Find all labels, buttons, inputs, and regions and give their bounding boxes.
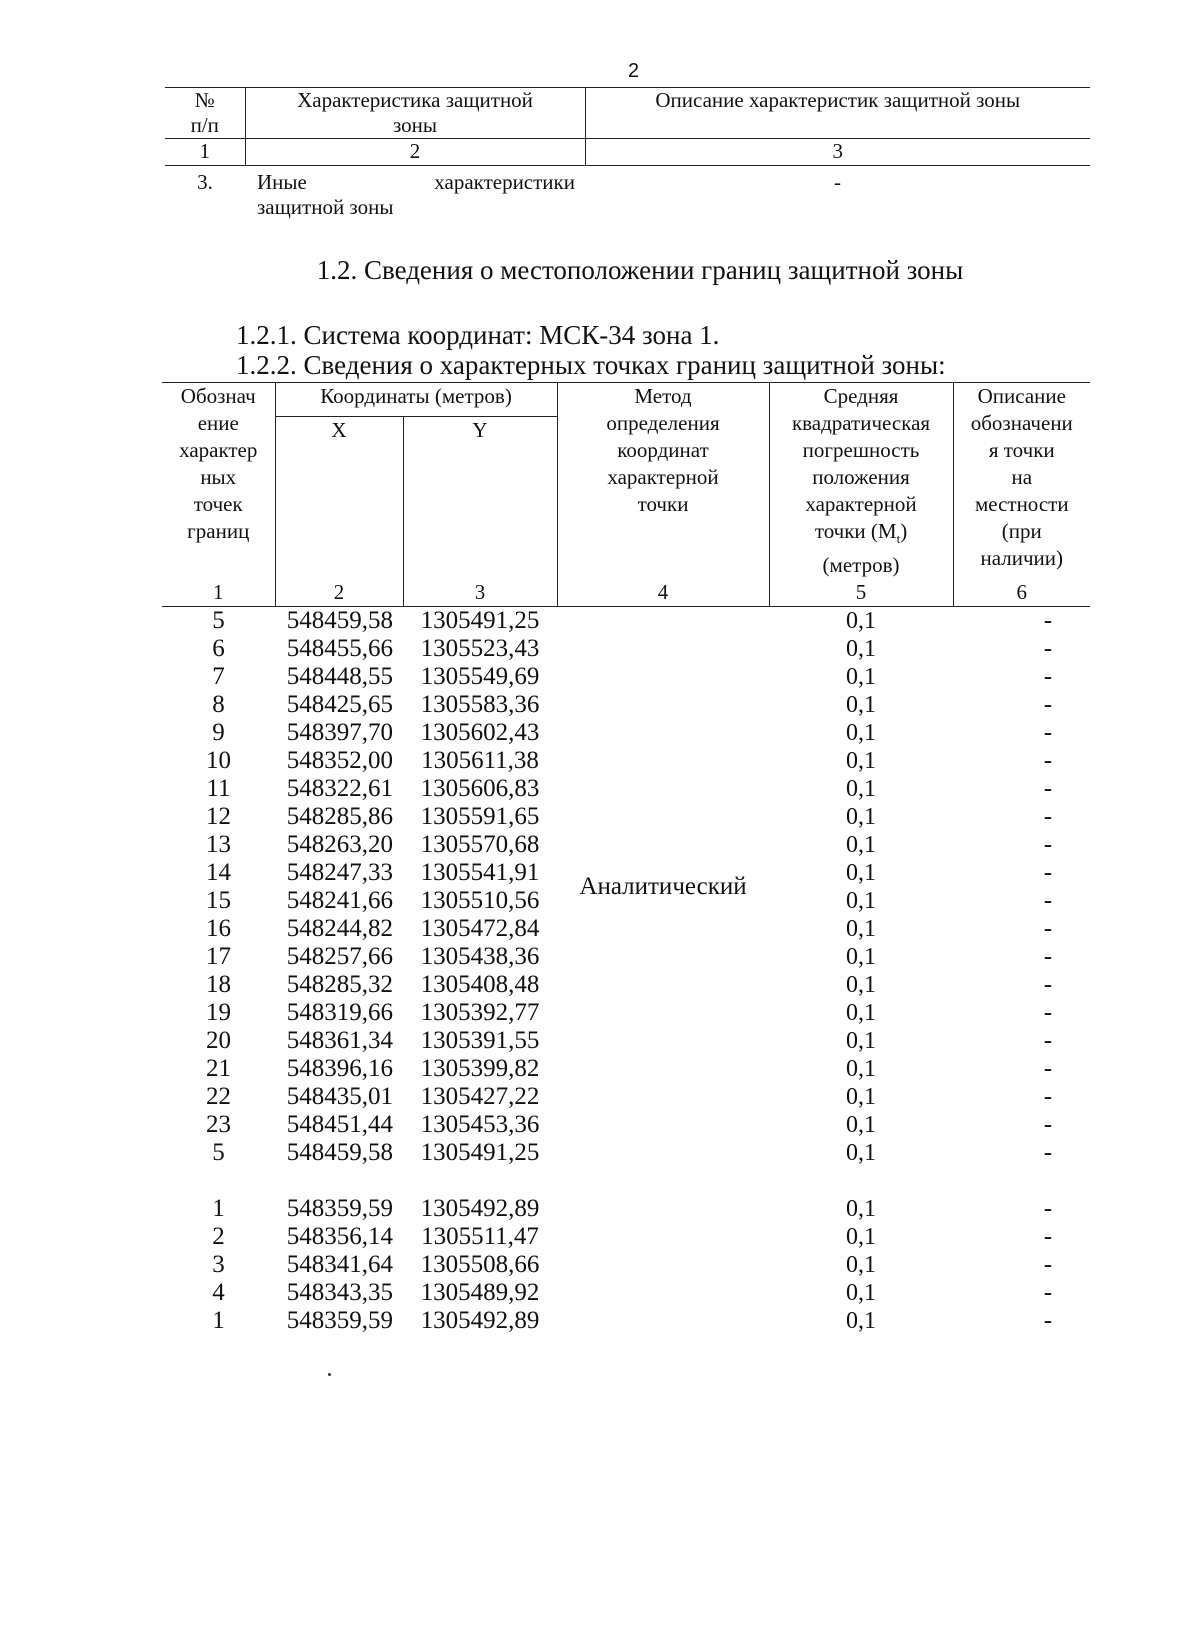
- coord-y: 1305541,91: [420, 859, 540, 887]
- accuracy-value: 0,1: [846, 1224, 877, 1251]
- accuracy-value: 0,1: [846, 860, 877, 887]
- coord-x: 548448,55: [286, 663, 393, 691]
- accuracy-value: 0,1: [846, 1000, 877, 1027]
- empty-cell: [275, 1167, 403, 1195]
- accuracy-value: 0,1: [846, 1112, 877, 1139]
- accuracy-value: 0,1: [846, 1252, 877, 1279]
- table-row: [162, 1307, 1090, 1335]
- section-heading: 1.2. Сведения о местоположении границ защитной зоны: [316, 255, 964, 285]
- header-line: на: [1011, 465, 1033, 489]
- group-separator: [162, 1167, 1090, 1195]
- description-value: -: [1043, 1139, 1053, 1167]
- header-number-line1: №: [194, 88, 215, 112]
- empty-method-cell: [557, 1223, 769, 1251]
- point-id: 17: [206, 943, 231, 971]
- accuracy-value: 0,1: [846, 1028, 877, 1055]
- accuracy-value: 0,1: [846, 1056, 877, 1083]
- description-value: -: [1043, 1083, 1053, 1111]
- coord-x: 548247,33: [286, 859, 393, 887]
- empty-method-cell: [557, 1195, 769, 1223]
- coord-x: 548397,70: [286, 719, 393, 747]
- empty-cell: [953, 1167, 1090, 1195]
- accuracy-value: 0,1: [846, 748, 877, 775]
- header-line: ных: [200, 465, 237, 489]
- header-line: квадратическая: [791, 411, 931, 435]
- point-id: 5: [212, 1139, 225, 1167]
- col-num: 3: [585, 139, 1090, 166]
- coord-y: 1305591,65: [420, 803, 540, 831]
- coord-y: 1305510,56: [420, 887, 540, 915]
- coord-y: 1305408,48: [420, 971, 540, 999]
- coord-y: 1305570,68: [420, 831, 540, 859]
- coord-x: 548359,59: [286, 1195, 393, 1223]
- point-id: 15: [206, 887, 231, 915]
- point-id: 14: [206, 859, 231, 887]
- coord-y: 1305602,43: [420, 719, 540, 747]
- header-line: положения: [812, 465, 910, 489]
- header-text: ): [900, 519, 908, 543]
- description-value: -: [1043, 831, 1053, 859]
- coord-y: 1305492,89: [420, 1195, 540, 1223]
- stray-dot: [328, 1373, 331, 1376]
- coord-y: 1305606,83: [420, 775, 540, 803]
- coord-x: 548241,66: [286, 887, 393, 915]
- header-line: обозначени: [970, 411, 1073, 435]
- description-value: -: [1043, 887, 1053, 915]
- header-accuracy: [769, 383, 953, 580]
- point-id: 22: [206, 1083, 231, 1111]
- header-x: X: [275, 417, 403, 580]
- description-value: -: [1043, 635, 1053, 663]
- description-value: -: [1043, 999, 1053, 1027]
- description-value: -: [1043, 747, 1053, 775]
- table-row: [162, 607, 1090, 636]
- coord-x: 548263,20: [286, 831, 393, 859]
- empty-cell: [162, 1167, 275, 1195]
- description-value: -: [1043, 1111, 1053, 1139]
- coord-x: 548257,66: [286, 943, 393, 971]
- header-line: я точки: [988, 438, 1055, 462]
- coord-y: 1305427,22: [420, 1083, 540, 1111]
- coord-x: 548244,82: [286, 915, 393, 943]
- coord-x: 548356,14: [286, 1223, 393, 1251]
- boundary-points-table: [162, 382, 1090, 1335]
- coord-x: 548459,58: [286, 1139, 393, 1167]
- col-num: 1: [162, 579, 275, 607]
- description-value: -: [1043, 775, 1053, 803]
- point-id: 18: [206, 971, 231, 999]
- accuracy-value: 0,1: [846, 916, 877, 943]
- coord-y: 1305523,43: [420, 635, 540, 663]
- coord-y: 1305391,55: [420, 1027, 540, 1055]
- row-characteristic-word1: Иные: [257, 170, 307, 194]
- description-value: -: [1043, 1307, 1053, 1335]
- coord-x: 548459,58: [286, 607, 393, 635]
- table-header-row: [162, 383, 1090, 417]
- point-id: 2: [212, 1223, 225, 1251]
- empty-cell: [403, 1167, 557, 1195]
- coord-x: 548396,16: [286, 1055, 393, 1083]
- coord-x: 548341,64: [286, 1251, 393, 1279]
- point-id: 1: [212, 1195, 225, 1223]
- accuracy-value: 0,1: [846, 804, 877, 831]
- accuracy-value: 0,1: [846, 1308, 877, 1335]
- accuracy-value: 0,1: [846, 1280, 877, 1307]
- header-line: местности: [974, 492, 1069, 516]
- accuracy-value: 0,1: [846, 608, 877, 635]
- coord-y: 1305491,25: [420, 1139, 540, 1167]
- coord-y: 1305492,89: [420, 1307, 540, 1335]
- coord-x: 548285,86: [286, 803, 393, 831]
- header-line: Обознач: [180, 384, 256, 408]
- coordinate-system-line: 1.2.1. Система координат: МСК-34 зона 1.: [236, 320, 720, 350]
- point-id: 23: [206, 1111, 231, 1139]
- coord-y: 1305438,36: [420, 943, 540, 971]
- col-num: 3: [403, 579, 557, 607]
- header-text: точки (М: [814, 519, 897, 543]
- header-point-designation: [162, 383, 275, 580]
- accuracy-value: 0,1: [846, 972, 877, 999]
- header-line: Средняя: [823, 384, 899, 408]
- header-line: [770, 518, 953, 552]
- accuracy-value: 0,1: [846, 636, 877, 663]
- coord-x: 548285,32: [286, 971, 393, 999]
- table-row: [162, 1279, 1090, 1307]
- accuracy-value: 0,1: [846, 1084, 877, 1111]
- coord-y: 1305611,38: [421, 747, 539, 775]
- coord-x: 548361,34: [286, 1027, 393, 1055]
- point-id: 6: [212, 635, 225, 663]
- table-header-row: [165, 88, 1090, 139]
- coord-x: 548425,65: [286, 691, 393, 719]
- header-line: характер: [179, 438, 258, 462]
- points-info-line: 1.2.2. Сведения о характерных точках границ защитной зоны:: [236, 350, 946, 380]
- accuracy-value: 0,1: [846, 664, 877, 691]
- coord-x: 548319,66: [286, 999, 393, 1027]
- header-number: [165, 88, 245, 139]
- point-id: 10: [206, 747, 231, 775]
- table-row: [162, 1195, 1090, 1223]
- table-row: [162, 1251, 1090, 1279]
- description-value: -: [1043, 1027, 1053, 1055]
- point-id: 3: [212, 1251, 225, 1279]
- accuracy-value: 0,1: [846, 832, 877, 859]
- coord-y: 1305453,36: [420, 1111, 540, 1139]
- row-number: 3.: [197, 170, 213, 194]
- coord-x: 548451,44: [286, 1111, 393, 1139]
- header-line: характерной: [805, 492, 917, 516]
- point-id: 12: [206, 803, 231, 831]
- coord-y: 1305472,84: [420, 915, 540, 943]
- coord-x: 548359,59: [286, 1307, 393, 1335]
- header-line: погрешность: [802, 438, 920, 462]
- header-line: (при: [1001, 519, 1042, 543]
- header-characteristic-line1: Характеристика защитной: [297, 88, 533, 112]
- point-id: 16: [206, 915, 231, 943]
- header-line: характерной: [607, 465, 719, 489]
- col-num: 5: [769, 579, 953, 607]
- coord-y: 1305399,82: [420, 1055, 540, 1083]
- col-num: 4: [557, 579, 769, 607]
- coord-x: 548343,35: [286, 1279, 393, 1307]
- method-value: Аналитический: [579, 873, 747, 901]
- table-row: [162, 1223, 1090, 1251]
- point-id: 7: [212, 663, 225, 691]
- description-value: -: [1043, 1195, 1053, 1223]
- empty-method-cell: [557, 1307, 769, 1335]
- description-value: -: [1043, 663, 1053, 691]
- header-line: определения: [606, 411, 720, 435]
- header-line: Метод: [634, 384, 692, 408]
- description-value: -: [1043, 1251, 1053, 1279]
- subscript-t: t: [896, 531, 901, 547]
- header-y: Y: [472, 418, 488, 443]
- accuracy-value: 0,1: [846, 1140, 877, 1167]
- header-line: (метров): [822, 553, 900, 578]
- point-id: 11: [206, 775, 231, 803]
- accuracy-value: 0,1: [846, 1196, 877, 1223]
- row-characteristic: [245, 166, 585, 221]
- row-characteristic-word3: защитной зоны: [257, 195, 394, 219]
- description-value: -: [1043, 943, 1053, 971]
- header-characteristic: [245, 88, 585, 139]
- point-id: 20: [206, 1027, 231, 1055]
- col-num: 1: [165, 139, 245, 166]
- point-id: 5: [212, 607, 225, 635]
- col-num: 2: [275, 579, 403, 607]
- description-value: -: [1043, 915, 1053, 943]
- description-value: -: [1043, 1279, 1053, 1307]
- description-value: -: [1043, 803, 1053, 831]
- coord-y: 1305549,69: [420, 663, 540, 691]
- point-id: 13: [206, 831, 231, 859]
- description-value: -: [1043, 607, 1053, 635]
- header-line: ение: [197, 411, 239, 435]
- header-characteristic-line2: зоны: [392, 113, 438, 137]
- header-line: наличии): [980, 546, 1064, 570]
- coord-x: 548322,61: [286, 775, 393, 803]
- header-line: точек: [193, 492, 243, 516]
- empty-cell: [769, 1167, 953, 1195]
- col-num: 2: [245, 139, 585, 166]
- description-value: -: [1043, 1223, 1053, 1251]
- header-line: Описание: [977, 384, 1066, 408]
- table-row: [165, 166, 1090, 221]
- page-number: 2: [627, 60, 640, 82]
- column-numbering-row: [165, 139, 1090, 166]
- point-id: 21: [206, 1055, 231, 1083]
- coord-y: 1305508,66: [420, 1251, 540, 1279]
- header-line: координат: [617, 438, 709, 462]
- coord-y: 1305489,92: [420, 1279, 540, 1307]
- coord-y: 1305583,36: [420, 691, 540, 719]
- accuracy-value: 0,1: [846, 944, 877, 971]
- point-id: 4: [212, 1279, 225, 1307]
- row-description: -: [834, 170, 841, 194]
- row-characteristic-word2: характеристики: [434, 170, 575, 194]
- header-description: [953, 383, 1090, 580]
- header-method: [557, 383, 769, 580]
- accuracy-value: 0,1: [846, 692, 877, 719]
- header-line: границ: [187, 519, 250, 543]
- point-id: 9: [212, 719, 225, 747]
- header-coordinates: Координаты (метров): [275, 383, 557, 417]
- accuracy-value: 0,1: [846, 720, 877, 747]
- column-numbering-row: [162, 579, 1090, 607]
- description-value: -: [1043, 859, 1053, 887]
- header-number-line2: п/п: [190, 113, 219, 137]
- point-id: 19: [206, 999, 231, 1027]
- empty-cell: [557, 1167, 769, 1195]
- table-body: [162, 607, 1090, 1336]
- point-id: 8: [212, 691, 225, 719]
- header-description: Описание характеристик защитной зоны: [585, 88, 1090, 139]
- col-num: 6: [953, 579, 1090, 607]
- header-line: точки: [637, 492, 689, 516]
- coord-x: 548352,00: [286, 747, 393, 775]
- empty-method-cell: [557, 1279, 769, 1307]
- accuracy-value: 0,1: [846, 776, 877, 803]
- point-id: 1: [212, 1307, 225, 1335]
- description-value: -: [1043, 1055, 1053, 1083]
- description-value: -: [1043, 691, 1053, 719]
- coord-y: 1305392,77: [420, 999, 540, 1027]
- coord-x: 548435,01: [286, 1083, 393, 1111]
- description-value: -: [1043, 971, 1053, 999]
- coord-x: 548455,66: [286, 635, 393, 663]
- protection-zone-characteristics-table: [165, 87, 1090, 220]
- coord-y: 1305511,47: [421, 1223, 539, 1251]
- empty-method-cell: [557, 1251, 769, 1279]
- description-value: -: [1043, 719, 1053, 747]
- accuracy-value: 0,1: [846, 888, 877, 915]
- coord-y: 1305491,25: [420, 607, 540, 635]
